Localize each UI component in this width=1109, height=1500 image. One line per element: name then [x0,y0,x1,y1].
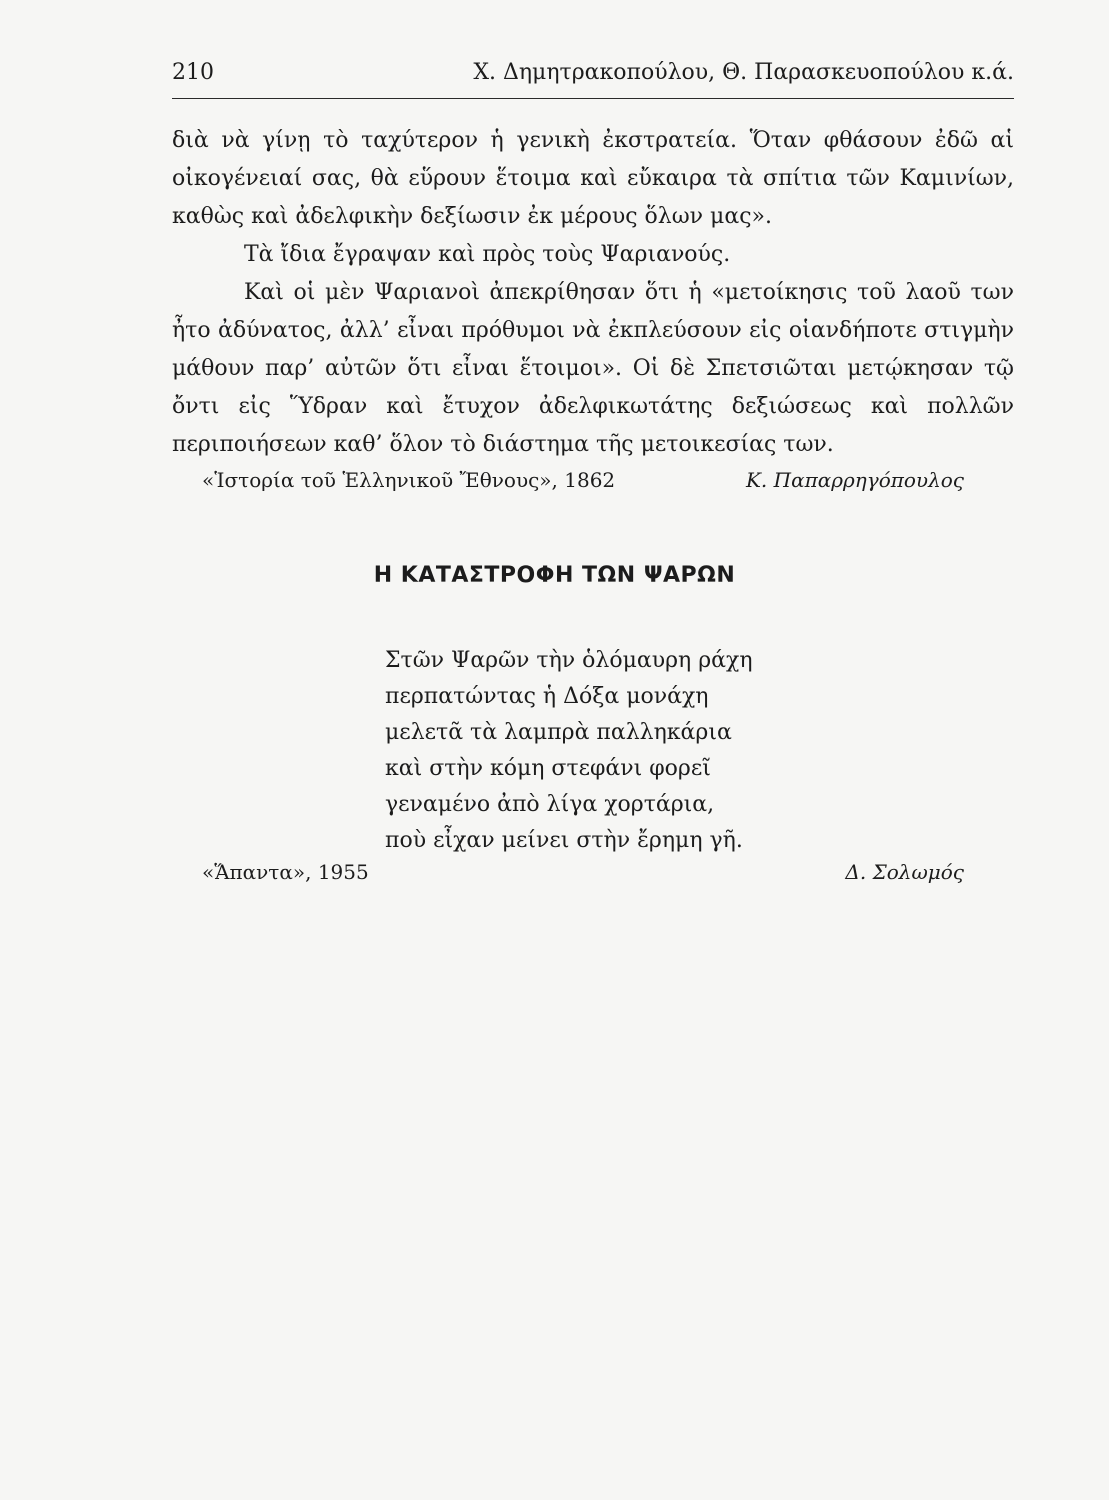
paragraph: Τὰ ἴδια ἔγραψαν καὶ πρὸς τοὺς Ψαριανούς. [244,242,731,267]
citation-poem [172,860,1014,890]
citation-author: Δ. Σολωμός [845,860,964,884]
citation-work: «Ἅπαντα», 1955 [202,860,369,884]
poem-line: ποὺ εἶχαν μείνει στὴν ἔρημη γῆ. [385,828,743,853]
poem-line: μελετᾶ τὰ λαμπρὰ παλληκάρια [385,720,732,745]
paragraph: Καὶ οἱ μὲν Ψαριανοὶ ἀπεκρίθησαν ὅτι ἡ «μετοίκησις τοῦ λαοῦ των ἦτο ἀδύνατος, ἀλλ’ εἶναι πρόθυμοι νὰ ἐκπλεύσουν εἰς οἱανδήποτε στιγμὴν μάθουν παρ’ αὐτῶν ὅτι εἶναι ἕτοιμοι». Οἱ δὲ Σπετσιῶται μετῴκησαν τῷ ὄντι εἰς Ὕδραν καὶ ἔτυχον ἀδελφικωτάτης δεξιώσεως καὶ πολλῶν περιποιήσεων καθ’ ὅλον τὸ διάστημα τῆς μετοικεσίας των. [172,280,1014,457]
prose-text [172,122,1014,464]
citation-history [172,468,1014,498]
running-title: Χ. Δημητρακοπούλου, Θ. Παρασκευοπούλου κ.ά. [473,60,1014,85]
poem-line: γεναμένο ἀπὸ λίγα χορτάρια, [385,792,715,817]
citation-author: Κ. Παπαρρηγόπουλος [745,468,964,492]
poem-title: Η ΚΑΤΑΣΤΡΟΦΗ ΤΩΝ ΨΑΡΩΝ [373,563,736,588]
poem-line: Στῶν Ψαρῶν τὴν ὁλόμαυρη ράχη [385,648,753,673]
poem-line: καὶ στὴν κόμη στεφάνι φορεῖ [385,756,711,781]
poem-verses [385,643,753,859]
page-number: 210 [172,60,214,85]
citation-work: «Ἱστορία τοῦ Ἑλληνικοῦ Ἔθνους», 1862 [202,468,616,492]
paragraph: διὰ νὰ γίνῃ τὸ ταχύτερον ἡ γενικὴ ἐκστρατεία. Ὅταν φθάσουν ἐδῶ αἱ οἰκογένειαί σας, θὰ εὕρουν ἕτοιμα καὶ εὔκαιρα τὰ σπίτια τῶν Καμινίων, καθὼς καὶ ἀδελφικὴν δεξίωσιν ἐκ μέρους ὅλων μας». [172,128,1014,229]
running-header [172,58,1014,99]
poem-line: περπατώντας ἡ Δόξα μονάχη [385,684,709,709]
